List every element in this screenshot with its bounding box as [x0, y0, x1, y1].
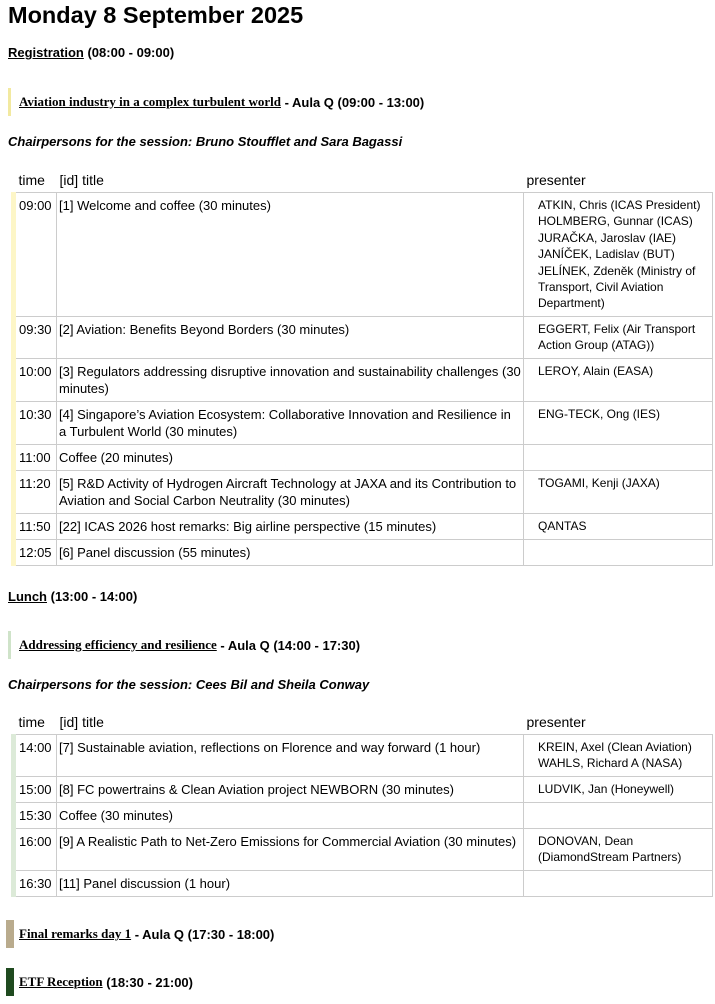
row-title: [22] ICAS 2026 host remarks: Big airline perspective (15 minutes) — [57, 513, 524, 539]
presenter-name: LUDVIK, Jan (Honeywell) — [538, 781, 675, 796]
session-room-time: - Aula Q (09:00 - 13:00) — [280, 94, 425, 110]
presenter-name: WAHLS, Richard A (NASA) — [538, 756, 683, 771]
row-title: [3] Regulators addressing disruptive innovation and sustainability challenges (30 minutes) — [57, 358, 524, 401]
column-header-title: [id] title — [59, 171, 104, 188]
session-room-time: - Aula Q (17:30 - 18:00) — [131, 926, 275, 942]
row-title: [4] Singapore’s Aviation Ecosystem: Collaborative Innovation and Resilience in a Turbulent World (30 minutes) — [57, 401, 524, 444]
registration-time: (08:00 - 09:00) — [87, 45, 175, 60]
session-chairpersons: Chairpersons for the session: Bruno Stoufflet and Sara Bagassi — [8, 134, 403, 149]
row-time: 09:30 — [14, 316, 57, 358]
session-header-aviation-industry — [8, 88, 424, 116]
session-title-link[interactable]: Aviation industry in a complex turbulent world — [19, 94, 281, 109]
row-presenters — [524, 470, 713, 513]
lunch-time: (13:00 - 14:00) — [50, 589, 138, 604]
table-row — [14, 776, 713, 802]
table-row — [14, 358, 713, 401]
lunch-heading — [8, 589, 137, 604]
table-header-row — [14, 712, 713, 735]
presenter-name: HOLMBERG, Gunnar (ICAS) — [538, 214, 693, 229]
row-presenters — [524, 444, 713, 470]
presenter-name: EGGERT, Felix (Air Transport Action Group (ATAG)) — [538, 321, 696, 353]
row-presenters — [524, 776, 713, 802]
row-title: [9] A Realistic Path to Net-Zero Emissions for Commercial Aviation (30 minutes) — [57, 828, 524, 870]
row-time: 16:00 — [14, 828, 57, 870]
column-header-time: time — [18, 171, 45, 188]
registration-heading — [8, 45, 174, 60]
row-presenters — [524, 513, 713, 539]
column-header-time: time — [18, 713, 45, 730]
row-presenters — [524, 401, 713, 444]
row-presenters — [524, 316, 713, 358]
presenter-name: TOGAMI, Kenji (JAXA) — [538, 475, 660, 490]
row-time: 10:00 — [14, 358, 57, 401]
row-presenters — [524, 870, 713, 896]
table-row — [14, 401, 713, 444]
row-presenters — [524, 358, 713, 401]
row-time: 15:00 — [14, 776, 57, 802]
presenter-name: QANTAS — [538, 518, 587, 533]
row-time: 11:20 — [14, 470, 57, 513]
session-title-link[interactable]: ETF Reception — [19, 974, 103, 989]
row-time: 11:00 — [14, 444, 57, 470]
presenter-name: JELÍNEK, Zdeněk (Ministry of Transport, Civil Aviation Department) — [538, 263, 696, 311]
session-room-time: (18:30 - 21:00) — [102, 974, 193, 990]
row-time: 11:50 — [14, 513, 57, 539]
lunch-link[interactable]: Lunch — [8, 589, 47, 604]
table-row — [14, 828, 713, 870]
row-title: [6] Panel discussion (55 minutes) — [57, 539, 524, 565]
row-title: Coffee (30 minutes) — [57, 802, 524, 828]
row-time: 09:00 — [14, 193, 57, 317]
table-row — [14, 802, 713, 828]
session-header-final-remarks — [6, 920, 274, 948]
row-time: 14:00 — [14, 735, 57, 777]
row-presenters — [524, 735, 713, 777]
session-header-etf-reception — [6, 968, 193, 996]
row-presenters — [524, 828, 713, 870]
column-header-title: [id] title — [59, 713, 104, 730]
session-title-link[interactable]: Addressing efficiency and resilience — [19, 637, 217, 652]
presenter-name: JANÍČEK, Ladislav (BUT) — [538, 247, 675, 262]
row-presenters — [524, 802, 713, 828]
presenter-name: KREIN, Axel (Clean Aviation) — [538, 740, 692, 754]
row-time: 16:30 — [14, 870, 57, 896]
day-title: Monday 8 September 2025 — [8, 2, 304, 28]
presenter-name: LEROY, Alain (EASA) — [538, 363, 654, 378]
row-title: [8] FC powertrains & Clean Aviation project NEWBORN (30 minutes) — [57, 776, 524, 802]
presenter-name: ATKIN, Chris (ICAS President) — [538, 198, 701, 212]
table-row — [14, 193, 713, 317]
row-title: [5] R&D Activity of Hydrogen Aircraft Technology at JAXA and its Contribution to Aviation and Social Carbon Neutrality (30 minutes) — [57, 470, 524, 513]
row-time: 10:30 — [14, 401, 57, 444]
table-row — [14, 470, 713, 513]
row-title: [2] Aviation: Benefits Beyond Borders (30 minutes) — [57, 316, 524, 358]
column-header-presenter: presenter — [526, 171, 586, 188]
session-room-time: - Aula Q (14:00 - 17:30) — [216, 637, 361, 653]
row-title: [1] Welcome and coffee (30 minutes) — [57, 193, 524, 317]
presenter-name: ENG-TECK, Ong (IES) — [538, 406, 661, 421]
presenter-name: DONOVAN, Dean (DiamondStream Partners) — [538, 833, 682, 865]
session-program-table — [11, 712, 713, 897]
table-row — [14, 513, 713, 539]
session-header-efficiency-resilience — [8, 631, 360, 659]
session-chairpersons: Chairpersons for the session: Cees Bil and Sheila Conway — [8, 677, 370, 692]
table-row — [14, 539, 713, 565]
table-header-row — [14, 170, 713, 193]
row-title: [7] Sustainable aviation, reflections on Florence and way forward (1 hour) — [57, 735, 524, 777]
session-program-table — [11, 170, 713, 566]
registration-link[interactable]: Registration — [8, 45, 84, 60]
row-presenters — [524, 539, 713, 565]
table-row — [14, 735, 713, 777]
row-time: 15:30 — [14, 802, 57, 828]
table-row — [14, 444, 713, 470]
row-title: [11] Panel discussion (1 hour) — [57, 870, 524, 896]
session-title-link[interactable]: Final remarks day 1 — [19, 926, 132, 941]
table-row — [14, 870, 713, 896]
row-presenters — [524, 193, 713, 317]
table-row — [14, 316, 713, 358]
row-time: 12:05 — [14, 539, 57, 565]
presenter-name: JURAČKA, Jaroslav (IAE) — [538, 230, 677, 245]
column-header-presenter: presenter — [526, 713, 586, 730]
row-title: Coffee (20 minutes) — [57, 444, 524, 470]
